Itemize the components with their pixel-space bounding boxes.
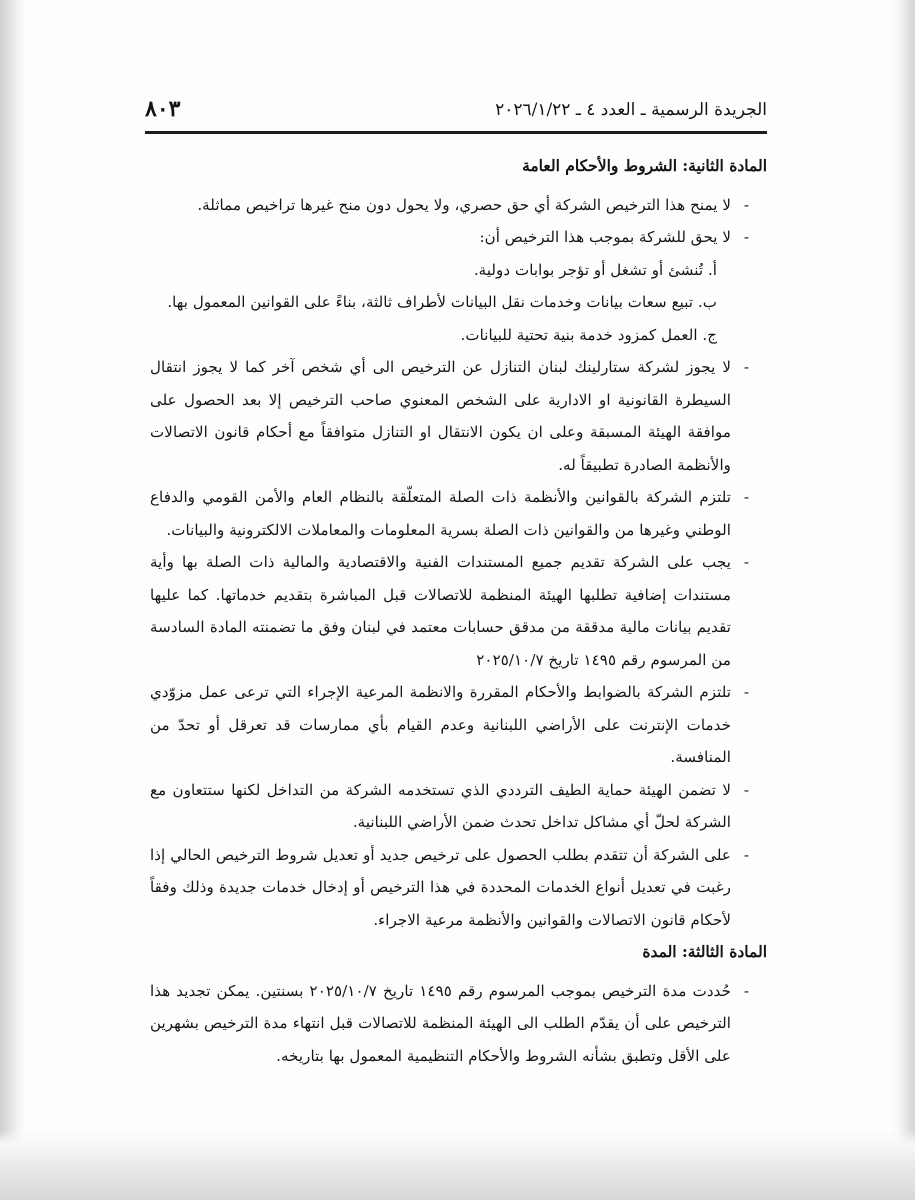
- clause-text: يجب على الشركة تقديم جميع المستندات الفنية والاقتصادية والمالية ذات الصلة بها وأية مستندات إضافية تطلبها الهيئة المنظمة للاتصالات قبل المباشرة بتقديم خدماتها. كما عليها تقديم بيانات مالية مدققة من مدقق حسابات معتمد في لبنان وفق ما تضمنته المادة السادسة من المرسوم رقم ١٤٩٥ تاريخ ٢٠٢٥/١٠/٧: [150, 553, 731, 669]
- clause-text: حُددت مدة الترخيص بموجب المرسوم رقم ١٤٩٥ تاريخ ٢٠٢٥/١٠/٧ بسنتين. يمكن تجديد هذا الترخيص على أن يقدّم الطلب الى الهيئة المنظمة للاتصالات قبل انتهاء مدة الترخيص بشهرين على الأقل وتطبق بشأنه الشروط والأحكام التنظيمية المعمول بها بتاريخه.: [150, 981, 731, 1065]
- document-body: [150, 150, 767, 1072]
- clause-new-license: - على الشركة أن تتقدم بطلب الحصول على ترخيص جديد أو تعديل شروط الترخيص الحالي إذا رغبت في تعديل أنواع الخدمات المحددة في هذا الترخيص أو إدخال خدمات جديدة وذلك وفقاً لأحكام قانون الاتصالات والقوانين والأنظمة مرعية الاجراء.: [150, 845, 749, 929]
- gazette-header: [145, 96, 767, 130]
- clause-no-exclusivity: - لا يمنح هذا الترخيص الشركة أي حق حصري، ولا يحول دون منح غيرها تراخيص مماثلة.: [197, 195, 749, 214]
- header-rule: [145, 131, 767, 134]
- clause-documents: - يجب على الشركة تقديم جميع المستندات الفنية والاقتصادية والمالية ذات الصلة بها وأية مستندات إضافية تطلبها الهيئة المنظمة للاتصالات قبل المباشرة بتقديم خدماتها. كما عليها تقديم بيانات مالية مدققة من مدقق حسابات معتمد في لبنان وفق ما تضمنته المادة السادسة من المرسوم رقم ١٤٩٥ تاريخ ٢٠٢٥/١٠/٧: [150, 553, 749, 669]
- scan-shadow-bottom: [0, 1130, 915, 1200]
- sub-item-c: ج. العمل كمزود خدمة بنية تحتية للبيانات.: [460, 325, 717, 344]
- gazette-title: الجريدة الرسمية ـ العدد ٤ ـ ٢٠٢٦/١/٢٢: [495, 100, 767, 120]
- clause-text: تلتزم الشركة بالقوانين والأنظمة ذات الصلة المتعلّقة بالنظام العام والأمن القومي والدفاع الوطني وغيرها من والقوانين ذات الصلة بسرية المعلومات والمعاملات الالكترونية والبيانات.: [150, 488, 731, 539]
- article-two-heading: المادة الثانية: الشروط والأحكام العامة: [522, 156, 767, 175]
- scan-shadow-right: [893, 0, 915, 1200]
- sub-item-a: أ. تُنشئ أو تشغل أو تؤجر بوابات دولية.: [473, 260, 717, 279]
- clause-text: لا يجوز لشركة ستارلينك لبنان التنازل عن الترخيص الى أي شخص آخر كما لا يجوز انتقال السيطرة القانونية او الادارية على الشخص المعنوي صاحب الترخيص إلا بعد الحصول على موافقة الهيئة المسبقة وعلى ان يكون الانتقال او التنازل متوافقاً مع أحكام قانون الاتصالات والأنظمة الصادرة تطبيقاً له.: [150, 358, 731, 474]
- clause-no-transfer: - لا يجوز لشركة ستارلينك لبنان التنازل عن الترخيص الى أي شخص آخر كما لا يجوز انتقال السيطرة القانونية او الادارية على الشخص المعنوي صاحب الترخيص إلا بعد الحصول على موافقة الهيئة المسبقة وعلى ان يكون الانتقال او التنازل متوافقاً مع أحكام قانون الاتصالات والأنظمة الصادرة تطبيقاً له.: [150, 358, 749, 474]
- clause-laws-compliance: - تلتزم الشركة بالقوانين والأنظمة ذات الصلة المتعلّقة بالنظام العام والأمن القومي والدفاع الوطني وغيرها من والقوانين ذات الصلة بسرية المعلومات والمعاملات الالكترونية والبيانات.: [150, 488, 749, 539]
- clause-text: لا يحق للشركة بموجب هذا الترخيص أن:: [479, 228, 731, 246]
- clause-spectrum: - لا تضمن الهيئة حماية الطيف الترددي الذي تستخدمه الشركة من التداخل لكنها ستتعاون مع الشركة لحلّ أي مشاكل تداخل تحدث ضمن الأراضي اللبنانية.: [150, 780, 749, 831]
- clause-text: تلتزم الشركة بالضوابط والأحكام المقررة والانظمة المرعية الإجراء التي ترعى عمل مزوّدي خدمات الإنترنت على الأراضي اللبنانية وعدم القيام بأي ممارسات قد تعرقل أو تحدّ من المنافسة.: [150, 683, 731, 766]
- clause-regulations: - تلتزم الشركة بالضوابط والأحكام المقررة والانظمة المرعية الإجراء التي ترعى عمل مزوّدي خدمات الإنترنت على الأراضي اللبنانية وعدم القيام بأي ممارسات قد تعرقل أو تحدّ من المنافسة.: [150, 683, 749, 766]
- clause-duration: - حُددت مدة الترخيص بموجب المرسوم رقم ١٤٩٥ تاريخ ٢٠٢٥/١٠/٧ بسنتين. يمكن تجديد هذا الترخيص على أن يقدّم الطلب الى الهيئة المنظمة للاتصالات قبل انتهاء مدة الترخيص بشهرين على الأقل وتطبق بشأنه الشروط والأحكام التنظيمية المعمول بها بتاريخه.: [150, 981, 749, 1065]
- sub-item-b: ب. تبيع سعات بيانات وخدمات نقل البيانات لأطراف ثالثة، بناءً على القوانين المعمول بها.: [167, 293, 717, 311]
- clause-text: لا يمنح هذا الترخيص الشركة أي حق حصري، ولا يحول دون منح غيرها تراخيص مماثلة.: [197, 195, 731, 214]
- scan-shadow-left: [0, 0, 26, 1200]
- clause-text: لا تضمن الهيئة حماية الطيف الترددي الذي تستخدمه الشركة من التداخل لكنها ستتعاون مع الشركة لحلّ أي مشاكل تداخل تحدث ضمن الأراضي اللبنانية.: [150, 780, 731, 831]
- clause-prohibitions: - لا يحق للشركة بموجب هذا الترخيص أن:: [479, 228, 749, 246]
- page-number: ٨٠٣: [145, 96, 181, 122]
- clause-text: على الشركة أن تتقدم بطلب الحصول على ترخيص جديد أو تعديل شروط الترخيص الحالي إذا رغبت في تعديل أنواع الخدمات المحددة في هذا الترخيص أو إدخال خدمات جديدة وذلك وفقاً لأحكام قانون الاتصالات والقوانين والأنظمة مرعية الاجراء.: [150, 845, 731, 929]
- article-three-heading: المادة الثالثة: المدة: [642, 942, 767, 961]
